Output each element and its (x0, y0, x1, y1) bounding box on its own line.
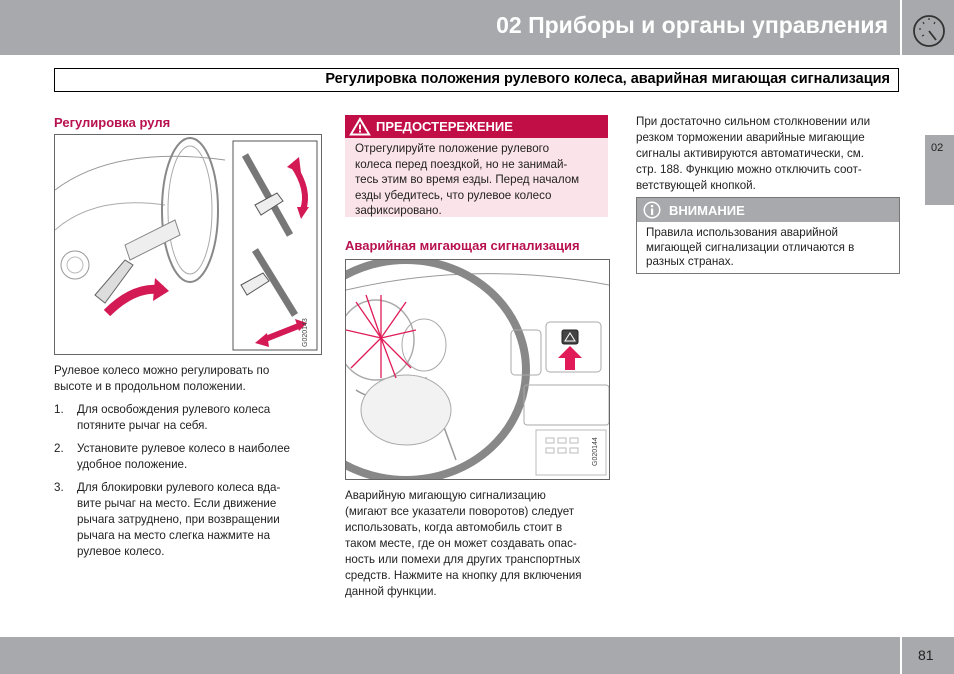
collision-text (636, 114, 870, 194)
step-item (54, 402, 324, 434)
intro-line: высоте и в продольном положении. (54, 380, 246, 393)
step-number: 3. (54, 481, 64, 494)
steering-intro (54, 363, 269, 395)
chapter-icon-box (902, 0, 954, 55)
step-item (54, 441, 324, 473)
steering-drawing (55, 135, 321, 354)
note-text (646, 226, 854, 270)
collision-line: ветствующей кнопкой. (636, 179, 756, 192)
chapter-title: 02 Приборы и органы управления (496, 12, 888, 38)
chapter-side-tab (925, 135, 954, 205)
warning-line: Отрегулируйте положение рулевого (355, 142, 550, 155)
collision-line: стр. 188. Функцию можно отключить соот- (636, 163, 862, 176)
warning-line: езды убедитесь, что рулевое колесо (355, 188, 552, 202)
steering-illustration (54, 134, 322, 355)
hazard-text (345, 488, 582, 600)
warning-line: колеса перед поездкой, но не занимай- (355, 157, 568, 171)
step-line: удобное положение. (77, 458, 188, 471)
footer-bar (0, 637, 900, 674)
step-line: Для блокировки рулевого колеса вда- (77, 481, 281, 494)
hazard-line: (мигают все указатели поворотов) следует (345, 505, 575, 518)
step-number: 2. (54, 442, 64, 455)
step-item (54, 480, 324, 560)
hazard-line: средств. Нажмите на кнопку для включения (345, 569, 582, 582)
note-title: ВНИМАНИЕ (669, 203, 745, 218)
hazard-line: данной функции. (345, 585, 437, 598)
note-line: мигающей сигнализации отличаются в (646, 240, 855, 254)
info-icon (642, 200, 662, 220)
note-line: разных странах. (646, 255, 734, 268)
warning-title: ПРЕДОСТЕРЕЖЕНИЕ (376, 119, 513, 134)
warning-line: зафиксировано. (355, 204, 442, 217)
image-code: G020144 (592, 437, 599, 466)
note-box (636, 197, 900, 274)
warning-box (345, 115, 608, 217)
hazard-heading: Аварийная мигающая сигнализация (345, 238, 580, 253)
step-line: рычага на место слегка нажмите на (77, 529, 271, 542)
warning-text (355, 141, 579, 219)
step-line: рычага затруднено, при возвращении (77, 513, 280, 526)
warning-triangle-icon (349, 117, 371, 136)
step-line: вите рычаг на место. Если движение (77, 497, 277, 510)
hazard-line: использовать, когда автомобиль стоит в (345, 521, 563, 534)
intro-line: Рулевое колесо можно регулировать по (54, 364, 270, 377)
collision-line: резком торможении аварийные мигающие (636, 131, 865, 144)
collision-line: сигналы активируются автоматически, см. (636, 147, 864, 160)
section-title-box (54, 68, 899, 92)
hazard-line: Аварийную мигающую сигнализацию (345, 489, 546, 502)
step-line: Установите рулевое колесо в наиболее (77, 442, 290, 455)
steering-heading: Регулировка руля (54, 115, 171, 130)
step-number: 1. (54, 403, 64, 416)
hazard-drawing (346, 260, 609, 479)
step-line: потяните рычаг на себя. (77, 419, 208, 432)
image-code: G020143 (302, 318, 309, 347)
step-line: рулевое колесо. (77, 545, 165, 558)
step-line: Для освобождения рулевого колеса (77, 403, 271, 416)
warning-header (345, 115, 608, 138)
warning-line: тесь этим во время езды. Перед началом (355, 173, 580, 186)
gauge-icon (902, 0, 954, 55)
steering-steps (54, 402, 324, 567)
note-line: Правила использования аварийной (646, 226, 838, 239)
note-header (637, 198, 899, 222)
collision-line: При достаточно сильном столкновении или (636, 115, 871, 128)
page-number: 81 (918, 647, 934, 663)
section-title: Регулировка положения рулевого колеса, аварийная мигающая сигнализация (325, 71, 890, 87)
chapter-tab-label: 02 (931, 142, 944, 154)
hazard-illustration (345, 259, 610, 480)
header-bar (0, 0, 900, 55)
hazard-line: ность или помехи для других транспортных (345, 553, 581, 566)
hazard-line: таком месте, где он может создавать опас- (345, 537, 577, 550)
